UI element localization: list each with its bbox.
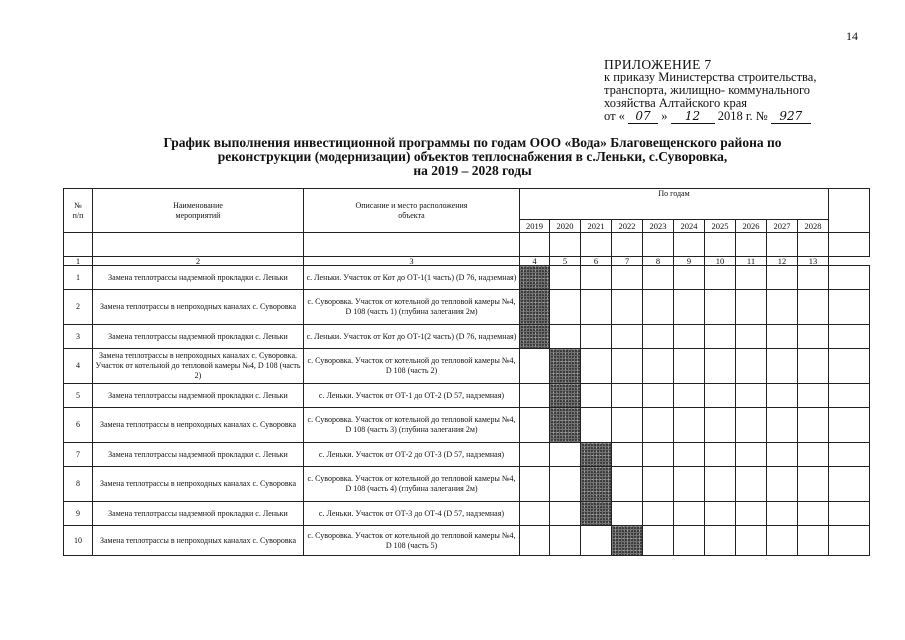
year-cell (643, 408, 674, 443)
gantt-bar-cell (581, 443, 612, 467)
row-number-cell: 5 (64, 384, 93, 408)
table-row (64, 408, 870, 443)
row-name-cell: Замена теплотрассы надземной прокладки с. Леньки (93, 443, 304, 467)
year-cell (767, 384, 798, 408)
header-name: Наименование мероприятий (93, 189, 304, 233)
row-extra-cell (829, 443, 870, 467)
year-cell (643, 325, 674, 349)
year-header-cell: 2019 (520, 220, 550, 233)
row-description-cell: с. Суворовка. Участок от котельной до тепловой камеры №4, D 108 (часть 3) (глубина залегания 2м) (304, 408, 520, 443)
header-by-years: По годам (520, 189, 829, 220)
year-cell (520, 467, 550, 502)
row-extra-cell (829, 266, 870, 290)
year-cell (643, 266, 674, 290)
year-header-cell: 2024 (674, 220, 705, 233)
gantt-bar-cell (520, 290, 550, 325)
row-description-cell: с. Леньки. Участок от Кот до ОТ-1(2 часть) (D 76, надземная) (304, 325, 520, 349)
year-cell (643, 443, 674, 467)
year-cell (643, 384, 674, 408)
column-number-cell: 9 (674, 257, 705, 266)
row-number-cell: 7 (64, 443, 93, 467)
year-cell (674, 526, 705, 556)
year-header-cell: 2023 (643, 220, 674, 233)
row-extra-cell (829, 349, 870, 384)
gantt-bar-cell (550, 408, 581, 443)
spacer-cell (767, 233, 798, 257)
spacer-cell (550, 233, 581, 257)
year-cell (612, 443, 643, 467)
column-number-cell: 2 (93, 257, 304, 266)
year-cell (705, 502, 736, 526)
row-name-cell: Замена теплотрассы надземной прокладки с. Леньки (93, 325, 304, 349)
gantt-bar-cell (550, 349, 581, 384)
table-row (64, 526, 870, 556)
year-cell (767, 408, 798, 443)
year-cell (705, 408, 736, 443)
schedule-table (63, 188, 870, 556)
year-cell (520, 502, 550, 526)
year-cell (798, 325, 829, 349)
heading-line-2: реконструкции (модернизации) объектов теплоснабжения в с.Леньки, с.Суворовка, (217, 149, 728, 164)
year-cell (581, 408, 612, 443)
spacer-cell (520, 233, 550, 257)
year-cell (520, 349, 550, 384)
header-spacer-row (64, 233, 870, 257)
year-cell (612, 266, 643, 290)
year-header-cell: 2020 (550, 220, 581, 233)
year-cell (767, 526, 798, 556)
spacer-cell (705, 233, 736, 257)
row-extra-cell (829, 325, 870, 349)
column-number-cell: 8 (643, 257, 674, 266)
gantt-bar-cell (612, 526, 643, 556)
header-description: Описание и место расположения объекта (304, 189, 520, 233)
year-cell (581, 526, 612, 556)
year-cell (767, 266, 798, 290)
row-description-cell: с. Леньки. Участок от ОТ-1 до ОТ-2 (D 57, надземная) (304, 384, 520, 408)
date-mid: » (661, 109, 668, 123)
year-cell (520, 384, 550, 408)
year-cell (705, 290, 736, 325)
table-row (64, 502, 870, 526)
column-number-cell: 1 (64, 257, 93, 266)
spacer-cell (674, 233, 705, 257)
year-cell (581, 325, 612, 349)
table-row (64, 266, 870, 290)
row-description-cell: с. Леньки. Участок от ОТ-2 до ОТ-3 (D 57, надземная) (304, 443, 520, 467)
spacer-cell (798, 233, 829, 257)
column-number-cell: 11 (736, 257, 767, 266)
year-cell (520, 408, 550, 443)
row-number-cell: 8 (64, 467, 93, 502)
year-cell (612, 408, 643, 443)
year-cell (767, 349, 798, 384)
row-name-cell: Замена теплотрассы в непроходных каналах с. Суворовка. Участок от котельной до тепловой камеры №4, D 108 (часть 2) (93, 349, 304, 384)
year-cell (705, 349, 736, 384)
year-cell (767, 325, 798, 349)
year-header-cell: 2021 (581, 220, 612, 233)
year-cell (736, 443, 767, 467)
column-number-cell: 13 (798, 257, 829, 266)
header-extra (829, 189, 870, 233)
handwritten-month: 12 (671, 110, 715, 124)
year-cell (550, 526, 581, 556)
row-description-cell: с. Суворовка. Участок от котельной до тепловой камеры №4, D 108 (часть 1) (глубина залегания 2м) (304, 290, 520, 325)
year-header-cell: 2025 (705, 220, 736, 233)
row-name-cell: Замена теплотрассы надземной прокладки с. Леньки (93, 266, 304, 290)
year-cell (798, 384, 829, 408)
year-cell (674, 443, 705, 467)
year-cell (705, 526, 736, 556)
appendix-line-2: транспорта, жилищно- коммунального (604, 83, 811, 97)
column-number-cell: 12 (767, 257, 798, 266)
year-cell (581, 266, 612, 290)
numbering-row (64, 257, 870, 266)
gantt-bar-cell (581, 467, 612, 502)
year-cell (674, 266, 705, 290)
row-name-cell: Замена теплотрассы в непроходных каналах с. Суворовка (93, 290, 304, 325)
year-cell (581, 384, 612, 408)
year-cell (581, 290, 612, 325)
appendix-block (604, 58, 816, 124)
handwritten-order-number: 927 (771, 110, 811, 124)
year-cell (581, 349, 612, 384)
year-cell (643, 290, 674, 325)
column-number-cell: 6 (581, 257, 612, 266)
year-cell (550, 443, 581, 467)
year-cell (736, 266, 767, 290)
header-number: № п/п (64, 189, 93, 233)
spacer-cell (93, 233, 304, 257)
row-extra-cell (829, 384, 870, 408)
column-number-cell: 5 (550, 257, 581, 266)
year-cell (798, 467, 829, 502)
year-cell (674, 502, 705, 526)
spacer-cell (643, 233, 674, 257)
year-cell (798, 443, 829, 467)
spacer-cell (829, 233, 870, 257)
year-cell (674, 325, 705, 349)
year-cell (643, 349, 674, 384)
row-description-cell: с. Леньки. Участок от ОТ-3 до ОТ-4 (D 57, надземная) (304, 502, 520, 526)
year-cell (674, 408, 705, 443)
year-cell (612, 349, 643, 384)
row-extra-cell (829, 290, 870, 325)
column-number-cell: 7 (612, 257, 643, 266)
row-extra-cell (829, 526, 870, 556)
row-name-cell: Замена теплотрассы надземной прокладки с. Леньки (93, 384, 304, 408)
year-cell (767, 443, 798, 467)
year-header-cell: 2026 (736, 220, 767, 233)
year-cell (798, 408, 829, 443)
year-cell (550, 502, 581, 526)
appendix-line-3: хозяйства Алтайского края (604, 96, 747, 110)
column-number-cell: 4 (520, 257, 550, 266)
spacer-cell (581, 233, 612, 257)
spacer-cell (304, 233, 520, 257)
year-header-cell: 2022 (612, 220, 643, 233)
spacer-cell (612, 233, 643, 257)
year-cell (767, 467, 798, 502)
table-row (64, 384, 870, 408)
year-cell (550, 467, 581, 502)
year-cell (612, 467, 643, 502)
row-number-cell: 4 (64, 349, 93, 384)
appendix-title: ПРИЛОЖЕНИЕ 7 (604, 57, 712, 72)
year-cell (736, 467, 767, 502)
gantt-bar-cell (550, 384, 581, 408)
page-number: 14 (846, 29, 858, 43)
year-cell (798, 349, 829, 384)
year-cell (674, 384, 705, 408)
year-cell (674, 290, 705, 325)
row-name-cell: Замена теплотрассы надземной прокладки с. Леньки (93, 502, 304, 526)
year-cell (550, 325, 581, 349)
year-cell (705, 266, 736, 290)
row-name-cell: Замена теплотрассы в непроходных каналах с. Суворовка (93, 467, 304, 502)
row-extra-cell (829, 408, 870, 443)
row-description-cell: с. Суворовка. Участок от котельной до тепловой камеры №4, D 108 (часть 4) (глубина залегания 2м) (304, 467, 520, 502)
year-cell (674, 467, 705, 502)
date-prefix: от « (604, 109, 625, 123)
row-number-cell: 1 (64, 266, 93, 290)
spacer-cell (736, 233, 767, 257)
table-row (64, 349, 870, 384)
year-header-cell: 2027 (767, 220, 798, 233)
year-cell (612, 502, 643, 526)
row-extra-cell (829, 502, 870, 526)
row-description-cell: с. Леньки. Участок от Кот до ОТ-1(1 часть) (D 76, надземная) (304, 266, 520, 290)
year-cell (705, 443, 736, 467)
year-cell (550, 266, 581, 290)
document-heading (120, 136, 825, 178)
year-cell (520, 526, 550, 556)
table-row (64, 443, 870, 467)
row-number-cell: 3 (64, 325, 93, 349)
row-name-cell: Замена теплотрассы в непроходных каналах с. Суворовка (93, 408, 304, 443)
column-number-cell: 10 (705, 257, 736, 266)
row-number-cell: 10 (64, 526, 93, 556)
year-cell (798, 502, 829, 526)
year-cell (612, 384, 643, 408)
date-year-text: 2018 г. № (717, 109, 768, 123)
year-cell (705, 325, 736, 349)
year-cell (705, 467, 736, 502)
row-number-cell: 9 (64, 502, 93, 526)
year-cell (736, 408, 767, 443)
year-cell (736, 290, 767, 325)
year-cell (674, 349, 705, 384)
year-cell (767, 290, 798, 325)
year-cell (643, 526, 674, 556)
year-cell (612, 290, 643, 325)
table-row (64, 325, 870, 349)
row-extra-cell (829, 467, 870, 502)
year-cell (736, 526, 767, 556)
heading-line-3: на 2019 – 2028 годы (413, 163, 532, 178)
column-number-cell: 3 (304, 257, 520, 266)
year-header-cell: 2028 (798, 220, 829, 233)
row-number-cell: 6 (64, 408, 93, 443)
year-cell (612, 325, 643, 349)
year-cell (736, 325, 767, 349)
gantt-bar-cell (520, 266, 550, 290)
row-number-cell: 2 (64, 290, 93, 325)
table-row (64, 290, 870, 325)
row-description-cell: с. Суворовка. Участок от котельной до тепловой камеры №4, D 108 (часть 2) (304, 349, 520, 384)
year-cell (643, 467, 674, 502)
gantt-bar-cell (520, 325, 550, 349)
year-cell (705, 384, 736, 408)
spacer-cell (64, 233, 93, 257)
year-cell (550, 290, 581, 325)
row-description-cell: с. Суворовка. Участок от котельной до тепловой камеры №4, D 108 (часть 5) (304, 526, 520, 556)
row-name-cell: Замена теплотрассы в непроходных каналах с. Суворовка (93, 526, 304, 556)
year-cell (736, 502, 767, 526)
handwritten-day: 07 (628, 110, 658, 124)
year-cell (736, 384, 767, 408)
year-cell (736, 349, 767, 384)
year-cell (520, 443, 550, 467)
gantt-bar-cell (581, 502, 612, 526)
year-cell (798, 526, 829, 556)
table-row (64, 467, 870, 502)
year-cell (798, 266, 829, 290)
heading-line-1: График выполнения инвестиционной программы по годам ООО «Вода» Благовещенского района по (163, 135, 782, 150)
appendix-date-line (604, 110, 816, 124)
year-cell (767, 502, 798, 526)
appendix-line-1: к приказу Министерства строительства, (604, 70, 817, 84)
year-cell (643, 502, 674, 526)
year-cell (798, 290, 829, 325)
